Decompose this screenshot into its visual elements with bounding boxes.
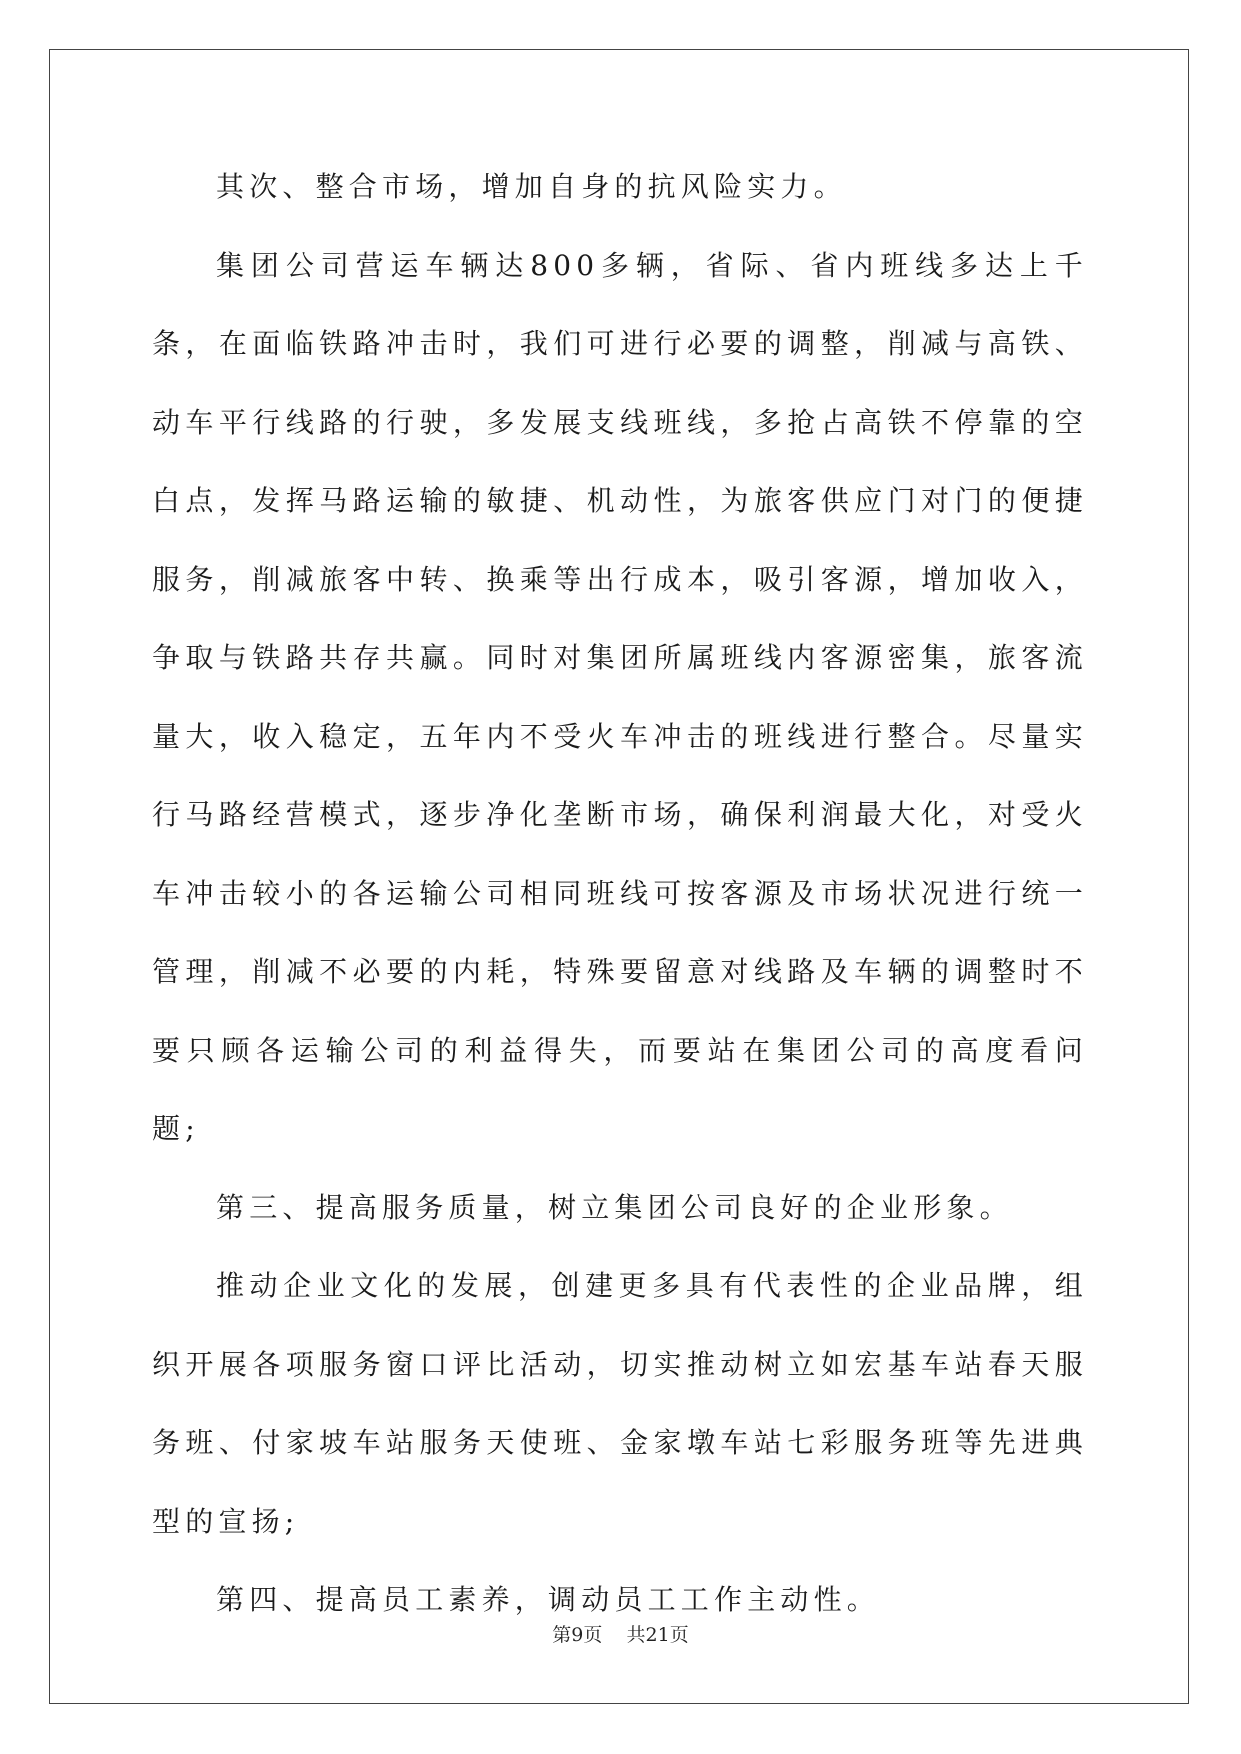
document-body	[152, 148, 1088, 1640]
paragraph-1: 其次、整合市场，增加自身的抗风险实力。	[216, 170, 847, 203]
paragraph-3: 第三、提高服务质量，树立集团公司良好的企业形象。	[216, 1190, 1013, 1224]
paragraph-2: 集团公司营运车辆达800多辆，省际、省内班线多达上千条，在面临铁路冲击时，我们可进行必要的调整，削减与高铁、动车平行线路的行驶，多发展支线班线，多抢占高铁不停靠的空白点，发挥马路运输的敏捷、机动性，为旅客供应门对门的便捷服务，削减旅客中转、换乘等出行成本，吸引客源，增加收入，争取与铁路共存共赢。同时对集团所属班线内客源密集，旅客流量大，收入稳定，五年内不受火车冲击的班线进行整合。尽量实行马路经营模式，逐步净化垄断市场，确保利润最大化，对受火车冲击较小的各运输公司相同班线可按客源及市场状况进行统一管理，削减不必要的内耗，特殊要留意对线路及车辆的调整时不要只顾各运输公司的利益得失，而要站在集团公司的高度看问题;	[152, 248, 1088, 1145]
paragraph-4: 推动企业文化的发展，创建更多具有代表性的企业品牌，组织开展各项服务窗口评比活动，切实推动树立如宏基车站春天服务班、付家坡车站服务天使班、金家墩车站七彩服务班等先进典型的宣扬;	[152, 1269, 1088, 1538]
paragraph-5: 第四、提高员工素养，调动员工工作主动性。	[216, 1583, 881, 1616]
page-number: 第9页 共21页	[552, 1624, 689, 1646]
